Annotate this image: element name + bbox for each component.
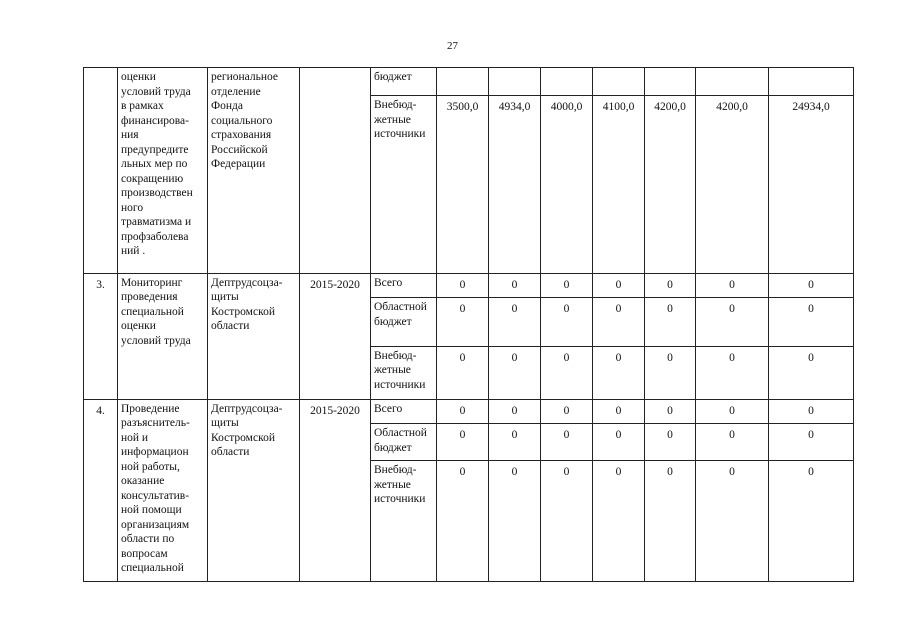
funding-source-cell: [371, 399, 437, 424]
value-cell: 0: [541, 346, 593, 399]
executor-line: области: [211, 320, 250, 333]
value-cell: 0: [593, 461, 645, 582]
activity-name-line: организациям: [121, 518, 190, 531]
activity-name-line: в рамках: [121, 100, 164, 112]
activity-name-line: льных мер по: [121, 158, 188, 170]
value-cell: 0: [593, 273, 645, 297]
funding-source-cell: [371, 96, 437, 273]
executor-line: щиты: [211, 291, 239, 304]
funding-source-cell: [371, 298, 437, 347]
value-cell: 4200,0: [696, 96, 769, 273]
value-cell: 4000,0: [541, 96, 593, 273]
executor-line: Фонда: [211, 100, 243, 112]
funding-source-cell: [371, 273, 437, 297]
value-cell: 4934,0: [489, 96, 541, 273]
value-cell: [769, 68, 854, 96]
activity-name-line: специальной: [121, 305, 184, 318]
funding-source-line: Внебюд-: [374, 349, 417, 362]
value-cell: 0: [541, 424, 593, 461]
value-cell: 4200,0: [645, 96, 696, 273]
activity-name-line: информацион: [121, 446, 189, 459]
period-cell: [300, 68, 371, 274]
value-cell: [593, 68, 645, 96]
activity-name-line: ной помощи: [121, 504, 182, 517]
activity-name-line: специальной: [121, 562, 184, 575]
activity-name-line: консультатив-: [121, 489, 190, 502]
executor-line: страхования: [211, 129, 272, 141]
value-cell: 0: [489, 424, 541, 461]
activity-name-line: Мониторинг: [121, 276, 183, 289]
period-cell: 2015-2020: [300, 273, 371, 399]
activity-name-line: разъяснитель-: [121, 417, 190, 430]
funding-source-line: жетные: [374, 478, 411, 491]
period-cell: 2015-2020: [300, 399, 371, 581]
executor-line: Дептрудсоцза-: [211, 276, 283, 289]
value-cell: 0: [593, 424, 645, 461]
value-cell: 0: [696, 424, 769, 461]
value-cell: 0: [769, 298, 854, 347]
value-cell: [645, 68, 696, 96]
value-cell: 4100,0: [593, 96, 645, 273]
funding-source-line: Областной: [374, 301, 427, 313]
funding-source-line: жетные: [374, 113, 411, 126]
activity-name-line: ной и: [121, 431, 149, 444]
value-cell: 0: [769, 273, 854, 297]
executor-cell: [208, 273, 300, 399]
funding-source-cell: [371, 461, 437, 582]
value-cell: 0: [645, 461, 696, 582]
value-cell: 0: [489, 346, 541, 399]
executor-line: Костромской: [211, 431, 275, 444]
table-row: [84, 399, 854, 424]
value-cell: 0: [645, 346, 696, 399]
executor-line: Дептрудсоцза-: [211, 402, 283, 415]
activity-name-cell: [118, 273, 208, 399]
value-cell: 0: [437, 399, 489, 424]
value-cell: [437, 68, 489, 96]
activity-name-line: профзаболева: [121, 230, 189, 243]
executor-line: щиты: [211, 417, 239, 430]
funding-source-cell: [371, 68, 437, 96]
value-cell: 0: [769, 399, 854, 424]
value-cell: 0: [489, 273, 541, 297]
funding-source-line: бюджет: [374, 71, 412, 83]
funding-source-line: Областной: [374, 427, 427, 440]
value-cell: 0: [769, 461, 854, 582]
value-cell: 0: [645, 273, 696, 297]
executor-line: отделение: [211, 85, 261, 98]
executor-cell: [208, 68, 300, 274]
value-cell: 0: [645, 298, 696, 347]
funding-source-line: Всего: [374, 276, 403, 289]
value-cell: 0: [489, 298, 541, 347]
executor-line: социального: [211, 114, 273, 127]
value-cell: 0: [541, 399, 593, 424]
activity-name-line: предупредите: [121, 143, 189, 156]
value-cell: 0: [541, 273, 593, 297]
activity-name-line: ния: [121, 129, 139, 141]
value-cell: 0: [696, 399, 769, 424]
activity-name-line: ной работы,: [121, 460, 180, 473]
funding-source-cell: [371, 346, 437, 399]
activity-name-line: оценки: [121, 320, 156, 333]
funding-source-line: бюджет: [374, 315, 412, 328]
value-cell: 0: [437, 273, 489, 297]
row-number-cell: 4.: [84, 399, 118, 581]
activity-name-line: ний .: [121, 245, 146, 257]
value-cell: 0: [437, 298, 489, 347]
value-cell: 0: [593, 346, 645, 399]
activity-name-line: условий труда: [121, 334, 191, 347]
value-cell: 0: [489, 461, 541, 582]
value-cell: [541, 68, 593, 96]
value-cell: 0: [437, 346, 489, 399]
funding-source-line: Внебюд-: [374, 464, 417, 477]
value-cell: 24934,0: [769, 96, 854, 273]
table-row: [84, 68, 854, 96]
funding-source-cell: [371, 424, 437, 461]
value-cell: 3500,0: [437, 96, 489, 273]
activity-name-line: области по: [121, 533, 175, 546]
value-cell: 0: [437, 424, 489, 461]
page-number: 27: [447, 40, 458, 52]
funding-source-line: жетные: [374, 364, 411, 377]
activity-name-line: условий труда: [121, 85, 191, 98]
value-cell: 0: [696, 461, 769, 582]
value-cell: [696, 68, 769, 96]
funding-source-line: источники: [374, 128, 426, 141]
value-cell: 0: [437, 461, 489, 582]
value-cell: 0: [593, 399, 645, 424]
activity-name-line: Проведение: [121, 402, 180, 415]
funding-source-line: источники: [374, 493, 426, 506]
executor-line: Российской: [211, 143, 268, 156]
value-cell: 0: [696, 298, 769, 347]
executor-line: области: [211, 446, 250, 459]
value-cell: 0: [696, 346, 769, 399]
activity-name-line: вопросам: [121, 547, 168, 560]
activity-name-cell: [118, 68, 208, 274]
activity-name-line: ного: [121, 201, 144, 214]
activity-name-line: проведения: [121, 291, 178, 304]
value-cell: 0: [696, 273, 769, 297]
table-row: [84, 273, 854, 297]
executor-cell: [208, 399, 300, 581]
value-cell: 0: [769, 346, 854, 399]
funding-source-line: Всего: [374, 402, 403, 415]
funding-source-line: Внебюд-: [374, 99, 417, 112]
program-activities-table: [83, 67, 854, 582]
value-cell: [489, 68, 541, 96]
executor-line: Федерации: [211, 158, 266, 170]
executor-line: Костромской: [211, 305, 275, 318]
activity-name-line: сокращению: [121, 172, 184, 185]
activity-name-line: производствен: [121, 187, 193, 199]
value-cell: 0: [645, 424, 696, 461]
value-cell: 0: [489, 399, 541, 424]
row-number-cell: 3.: [84, 273, 118, 399]
funding-source-line: источники: [374, 378, 426, 391]
value-cell: 0: [541, 298, 593, 347]
value-cell: 0: [541, 461, 593, 582]
executor-line: региональное: [211, 71, 278, 83]
activity-name-line: травматизма и: [121, 216, 192, 228]
activity-name-line: финансирова-: [121, 114, 189, 127]
row-number-cell: [84, 68, 118, 274]
value-cell: 0: [593, 298, 645, 347]
activity-name-line: оказание: [121, 475, 165, 488]
value-cell: 0: [769, 424, 854, 461]
activity-name-line: оценки: [121, 71, 156, 83]
funding-source-line: бюджет: [374, 441, 412, 454]
value-cell: 0: [645, 399, 696, 424]
activity-name-cell: [118, 399, 208, 581]
